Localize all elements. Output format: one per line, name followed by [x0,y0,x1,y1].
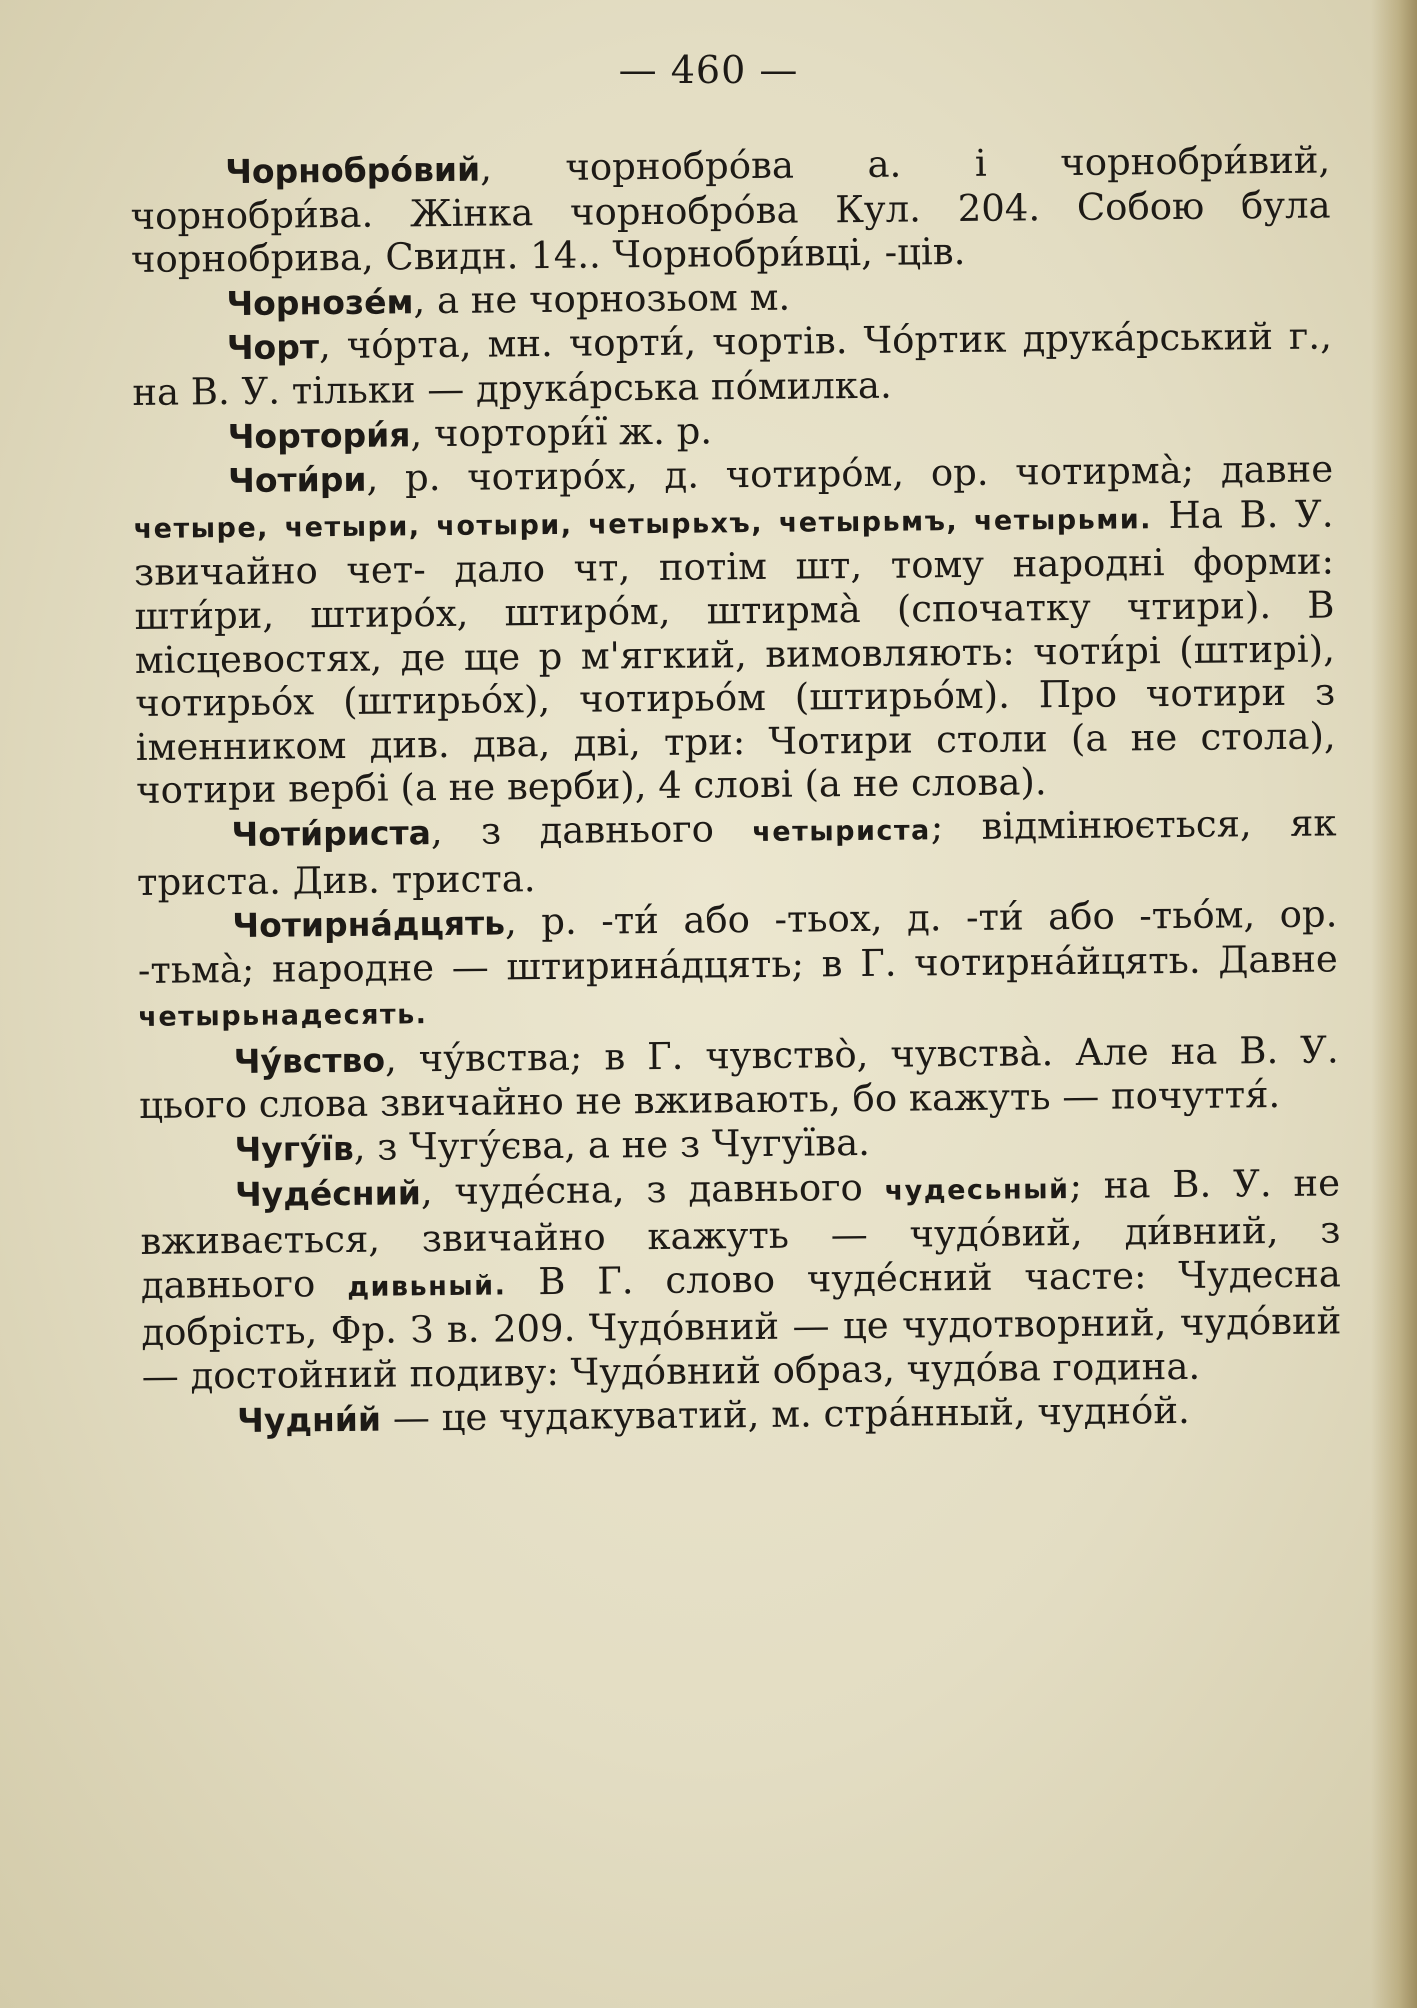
entry-body: , а не чорнозьом м. [413,275,791,323]
entry-chotyrysta [136,801,1337,904]
entry-chotyrnadtsiat [137,893,1338,1040]
entry-body: , з давнього [430,806,753,854]
entry-body: , р. чотиро́х, д. чотиро́м, ор. чотирма̀; давне [366,447,1334,500]
headword: Чуде́сний [234,1172,422,1214]
old-slavonic-forms: четыре, четыри, чотыри, четырьхъ, четырьмъ, четырьми. [133,503,1153,545]
entry-body-continued: ; відмінюється, як триста. Див. триста. [136,801,1337,904]
old-slavonic-form: чудесьный [884,1173,1070,1207]
entry-chort [132,315,1333,415]
entry-body: , чуде́сна, з давнього [420,1165,885,1213]
entry-body: , з Чугу́єва, а не з Чугуїва. [353,1121,871,1169]
headword: Чорнозе́м [226,282,414,323]
old-slavonic-form: четыриста [752,815,931,848]
entry-body-continued: ; на В. У. не вживається, звичайно кажуть — чудо́вий, ди́вний, з давнього [140,1161,1341,1307]
headword: Чоти́риста [231,813,432,854]
entry-body: , чо́рта, мн. чорти́, чортів. Чо́ртик друка́рський г., на В. У. тільки — друка́рська по́милка. [132,314,1333,414]
entry-chudesnyi [140,1161,1342,1398]
headword: Чортори́я [227,414,411,456]
headword: Чорнобро́вий [225,149,481,192]
entry-body-end: В Г. слово чуде́сний часте: Чудесна добрість, Фр. З в. 209. Чудо́вний — це чудотворний, чудо́вий — достойний подиву: Чудо́вний образ, чудо́ва година. [141,1252,1342,1398]
entry-body: , чорнобро́ва а. і чорнобри́вий, чорнобри́ва. Жінка чорнобро́ва Кул. 204. Собою була чорнобрива, Свидн. 14.. Чорнобри́вці, -ців. [130,138,1331,282]
headword: Чотирна́дцять [232,903,506,946]
old-slavonic-form: четырьнадесять. [138,999,428,1034]
headword: Чудни́й [237,1399,382,1440]
entry-body: , чортори́ї ж. р. [410,408,713,455]
headword: Чоти́ри [227,459,367,501]
dictionary-text [130,138,1342,1443]
entry-body: , чу́вства; в Г. чувство̀, чувства̀. Але на В. У. цього слова звичайно не вживають, бо кажуть — почуття́. [138,1028,1339,1128]
entry-chornobrovyi [130,138,1331,281]
entry-chotyry [133,448,1336,813]
old-slavonic-form-2: дивьный. [347,1270,507,1303]
headword: Чу́вство [233,1040,386,1081]
page-edge-shadow [1371,0,1417,2008]
entry-body-continued: На В. У. звичайно чет- дало чт, потім шт, тому народні форми: шти́ри, штиро́х, штиро́м, штирма̀ (спочатку чтири). В місцевостях, де ще р м'ягкий, вимовляють: чоти́рі (штирі), чотирьо́х (штирьо́х), чотирьо́м (штирьо́м). Про чотири з іменником див. два, дві, три: Чотири столи (а не стола), чотири вербі (а не верби), 4 слові (а не слова). [133,492,1336,813]
headword: Чугу́їв [234,1128,354,1170]
entry-body: , р. -ти́ або -тьох, д. -ти́ або -тьо́м, ор. -тьма̀; народне — штирина́дцять; в Г. чотирна́йцять. Давне [137,892,1339,992]
headword: Чорт [226,327,320,368]
page-number: — 460 — [618,48,799,92]
entry-body: — це чудакуватий, м. стра́нный, чудно́й. [380,1388,1190,1440]
entry-chuvstvo [139,1028,1340,1128]
